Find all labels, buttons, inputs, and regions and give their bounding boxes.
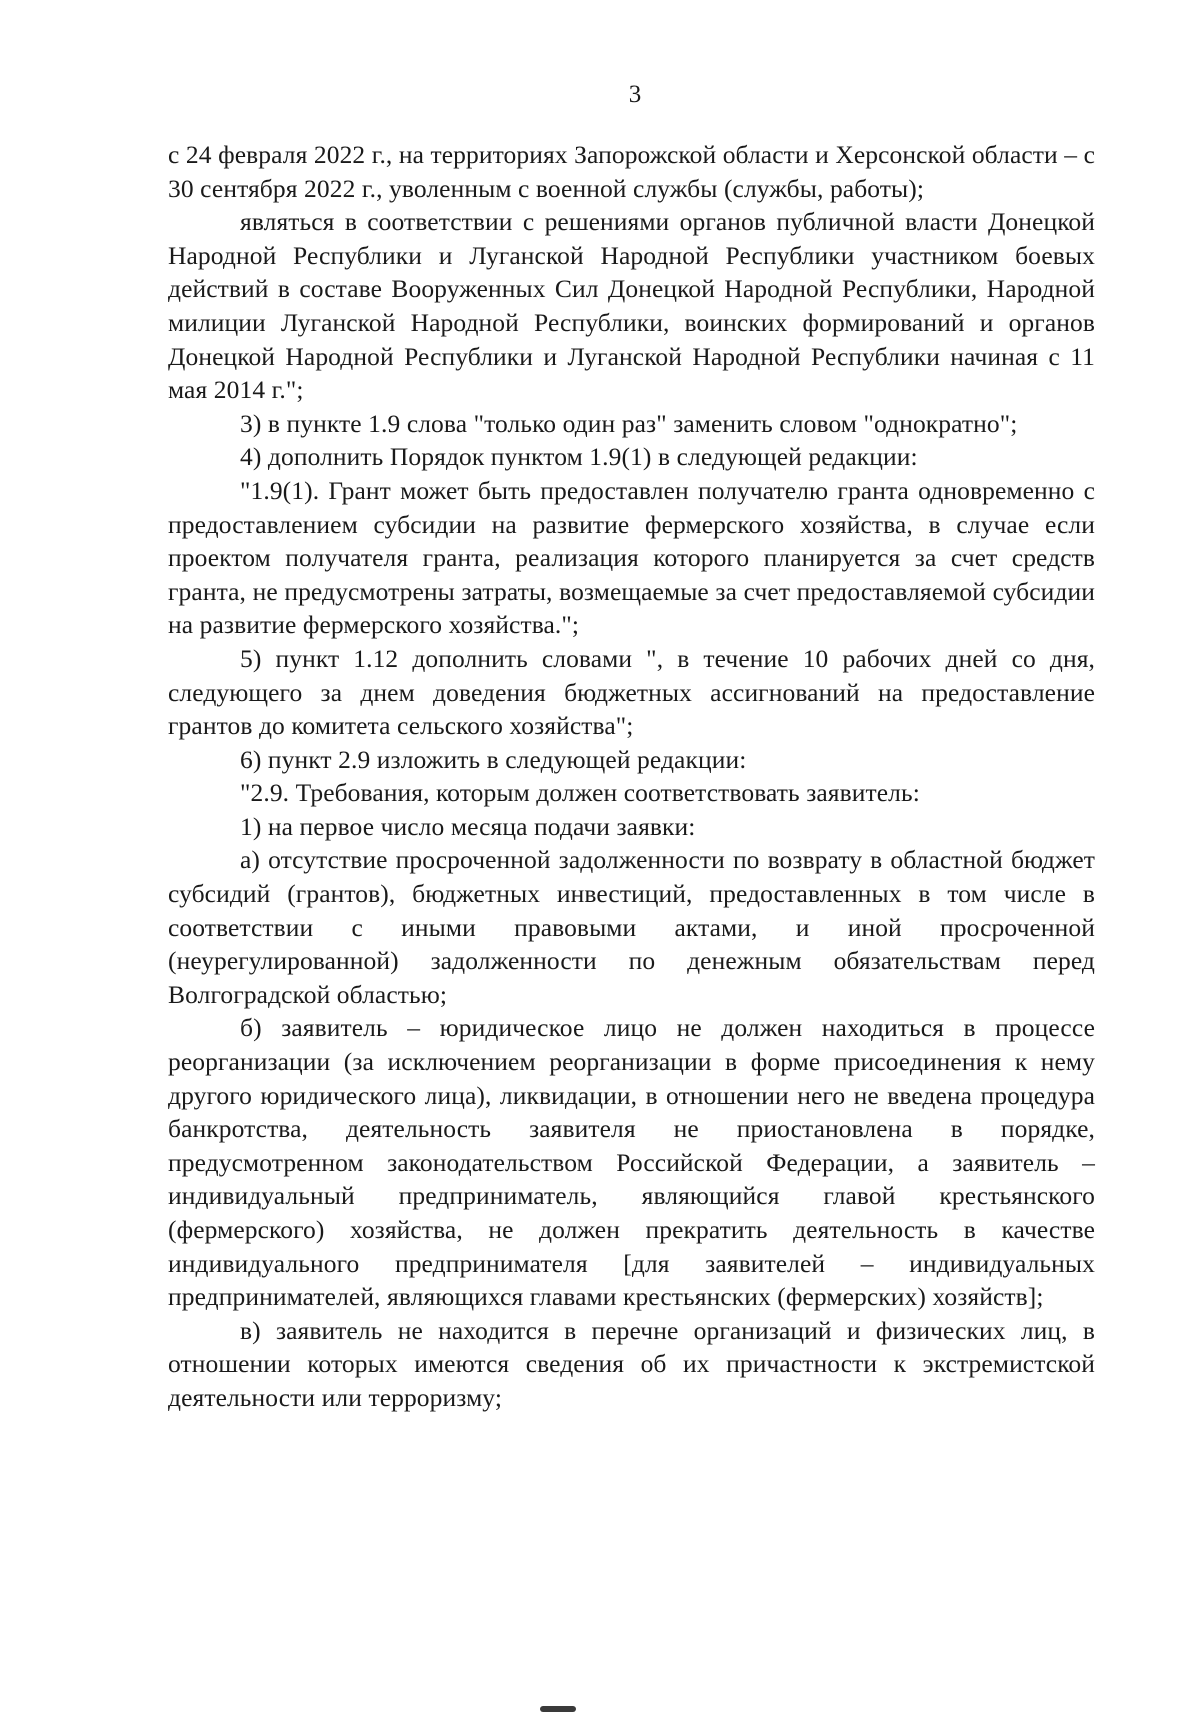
paragraph-item-5: 5) пункт 1.12 дополнить словами ", в течение 10 рабочих дней со дня, следующего за днем доведения бюджетных ассигнований на предоставление грантов до комитета сельского хозяйства";	[168, 643, 1095, 741]
scan-artifact-mark	[540, 1700, 580, 1712]
paragraph-clause-1-9-1: "1.9(1). Грант может быть предоставлен получателю гранта одновременно с предоставлением субсидии на развитие фермерского хозяйства, в случае если проектом получателя гранта, реализация которого планируется за счет средств гранта, не предусмотрены затраты, возмещаемые за счет предоставляемой субсидии на развитие фермерского хозяйства.";	[168, 475, 1095, 640]
paragraph-combat-participant: являться в соответствии с решениями органов публичной власти Донецкой Народной Республики и Луганской Народной Республики участником боевых действий в составе Вооруженных Сил Донецкой Народной Республики, Народной милиции Луганской Народной Республики, воинских формирований и органов Донецкой Народной Республики и Луганской Народной Республики начиная с 11 мая 2014 г.";	[168, 207, 1095, 405]
document-body	[168, 138, 1095, 1415]
paragraph-continuation: с 24 февраля 2022 г., на территориях Запорожской области и Херсонской области – с 30 сентября 2022 г., уволенным с военной службы (службы, работы);	[168, 140, 1095, 203]
paragraph-clause-2-9: "2.9. Требования, которым должен соответствовать заявитель:	[240, 778, 920, 808]
paragraph-item-6: 6) пункт 2.9 изложить в следующей редакции:	[240, 744, 747, 774]
paragraph-subitem-a: а) отсутствие просроченной задолженности по возврату в областной бюджет субсидий (грантов), бюджетных инвестиций, предоставленных в том числе в соответствии с иными правовыми актами, и иной просроченной (неурегулированной) задолженности по денежным обязательствам перед Волгоградской областью;	[168, 845, 1095, 1009]
paragraph-subitem-b: б) заявитель – юридическое лицо не должен находиться в процессе реорганизации (за исключением реорганизации в форме присоединения к нему другого юридического лица), ликвидации, в отношении него не введена процедура банкротства, деятельность заявителя не приостановлена в порядке, предусмотренном законодательством Российской Федерации, а заявитель – индивидуальный предприниматель, являющийся главой крестьянского (фермерского) хозяйства, не должен прекратить деятельность в качестве индивидуального предпринимателя [для заявителей – индивидуальных предпринимателей, являющихся главами крестьянских (фермерских) хозяйств];	[168, 1013, 1095, 1312]
paragraph-subitem-v: в) заявитель не находится в перечне организаций и физических лиц, в отношении которых имеются сведения об их причастности к экстремистской деятельности или терроризму;	[168, 1315, 1095, 1412]
paragraph-item-4: 4) дополнить Порядок пунктом 1.9(1) в следующей редакции:	[240, 442, 918, 472]
paragraph-item-3: 3) в пункте 1.9 слова "только один раз" заменить словом "однократно";	[240, 408, 1018, 438]
page-number: 3	[628, 81, 642, 108]
paragraph-subitem-1: 1) на первое число месяца подачи заявки:	[240, 811, 696, 841]
